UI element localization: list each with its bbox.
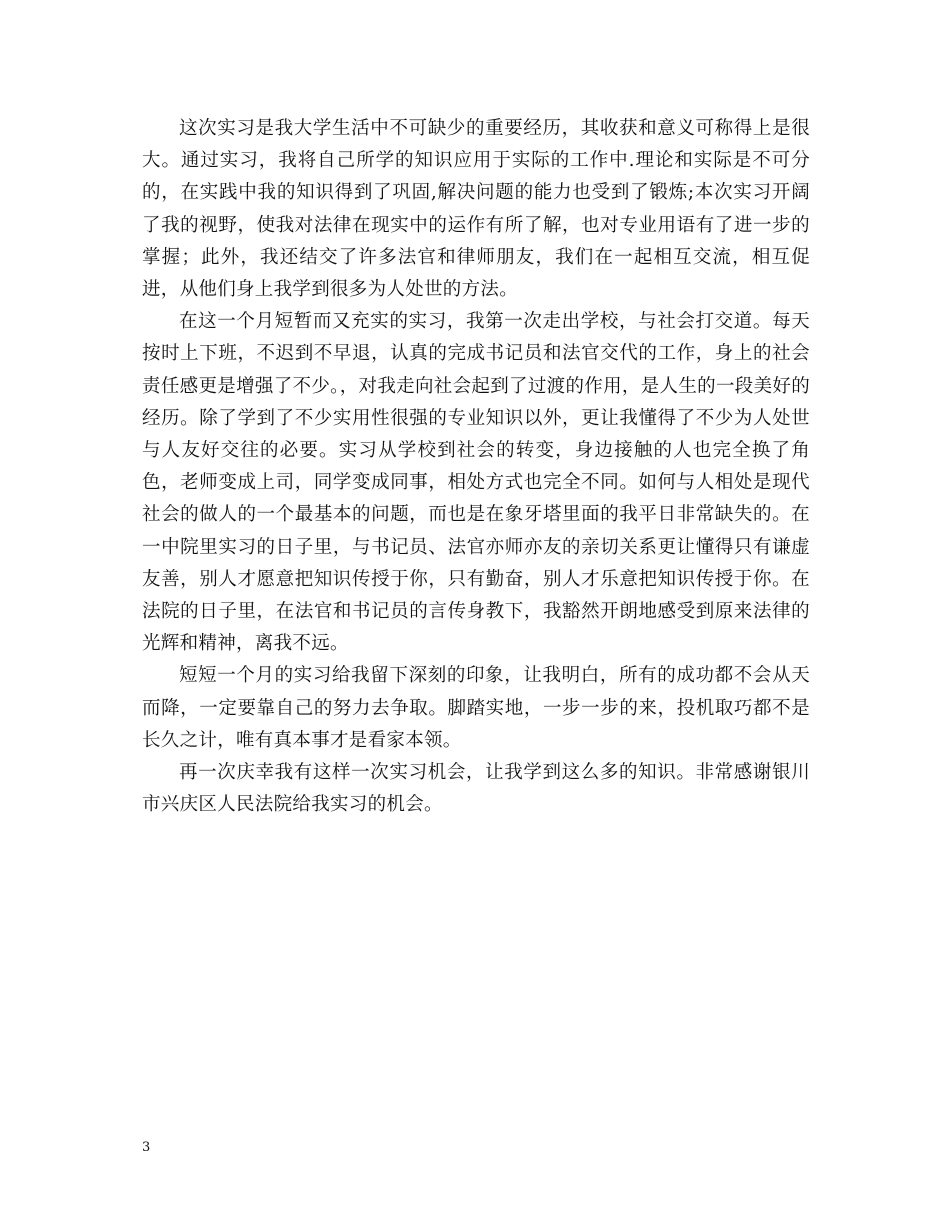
- paragraph-1: 这次实习是我大学生活中不可缺少的重要经历，其收获和意义可称得上是很大。通过实习，我将自己所学的知识应用于实际的工作中.理论和实际是不可分的，在实践中我的知识得到了巩固,解决问题的能力也受到了锻炼;本次实习开阔了我的视野，使我对法律在现实中的运作有所了解，也对专业用语有了进一步的掌握；此外，我还结交了许多法官和律师朋友，我们在一起相互交流，相互促进，从他们身上我学到很多为人处世的方法。: [142, 118, 810, 301]
- paragraph-2: 在这一个月短暂而又充实的实习，我第一次走出学校，与社会打交道。每天按时上下班，不迟到不早退，认真的完成书记员和法官交代的工作，身上的社会责任感更是增强了不少。，对我走向社会起到了过渡的作用，是人生的一段美好的经历。除了学到了不少实用性很强的专业知识以外，更让我懂得了不少为人处世与人友好交往的必要。实习从学校到社会的转变，身边接触的人也完全换了角色，老师变成上司，同学变成同事，相处方式也完全不同。如何与人相处是现代社会的做人的一个最基本的问题，而也是在象牙塔里面的我平日非常缺失的。在一中院里实习的日子里，与书记员、法官亦师亦友的亲切关系更让懂得只有谦虚友善，别人才愿意把知识传授于你，只有勤奋，别人才乐意把知识传授于你。在法院的日子里，在法官和书记员的言传身教下，我豁然开朗地感受到原来法律的光辉和精神，离我不远。: [142, 311, 810, 655]
- document-body: [142, 113, 810, 821]
- paragraph-3: 短短一个月的实习给我留下深刻的印象，让我明白，所有的成功都不会从天而降，一定要靠自己的努力去争取。脚踏实地，一步一步的来，投机取巧都不是长久之计，唯有真本事才是看家本领。: [142, 665, 810, 751]
- page-number: 3: [142, 1140, 151, 1155]
- paragraph-4: 再一次庆幸我有这样一次实习机会，让我学到这么多的知识。非常感谢银川市兴庆区人民法院给我实习的机会。: [142, 762, 810, 816]
